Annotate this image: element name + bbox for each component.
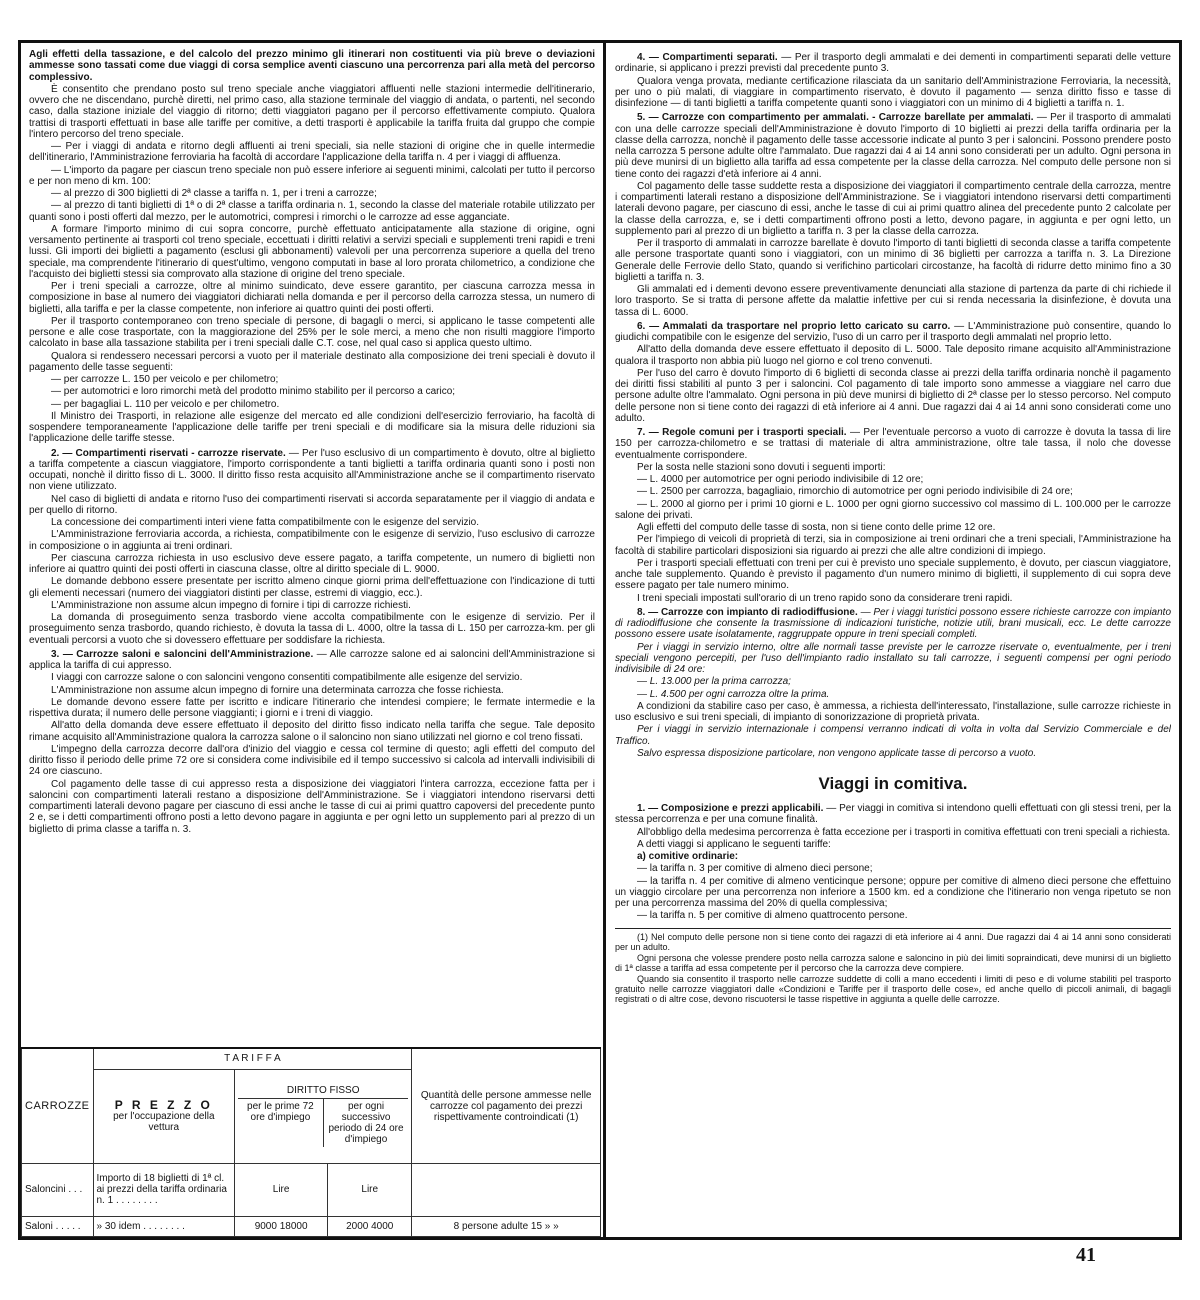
paragraph: Per l'impiego di veicoli di proprietà di terzi, sia in composizione ai treni ordinari che a treni speciali, l'Amministrazione ha facoltà di stabilire particolari disposizioni sia riguardo ai prezzi che alle altre condizioni di impiego. (615, 534, 1171, 557)
paragraph: All'atto della domanda deve essere effettuato il deposito di L. 5000. Tale deposito rimane acquisito all'Amministrazione qualora il trasporto non abbia più luogo nel giorno e col treno convenuti. (615, 344, 1171, 367)
paragraph: Per i viaggi in servizio interno, oltre alle normali tasse previste per le carrozze riservate o, eventualmente, per i treni speciali vengono percepiti, per l'uso dell'impianto radio installato su tali carrozze, i seguenti compensi per ogni periodo indivisibile di 24 ore: (615, 641, 1171, 675)
paragraph: Qualora venga provata, mediante certificazione rilasciata da un sanitario dell'Amministrazione Ferroviaria, la necessità, per uno o più malati, di viaggiare in compartimento riservato, è dovuto il pagamento — senza diritto fisso e tasse di disinfezione — di tanti biglietti a tariffa competente quanti sono i viaggiatori con un minimo di 4 biglietti a tariffa n. 1. (615, 75, 1171, 109)
cell-successivo: 2000 4000 (328, 1216, 412, 1236)
section-title: 1. — Composizione e prezzi applicabili. (637, 803, 824, 814)
header-prime: per le prime 72 ore d'impiego (238, 1099, 324, 1147)
section-text: — L'Amministrazione può consentire, quando lo giudichi compatibile con le esigenze del servizio, l'uso di un carro per il trasporto degli ammalati nel proprio letto. (615, 320, 1171, 343)
header-prezzo (93, 1069, 235, 1164)
section-text: — Per i viaggi turistici possono essere richieste carrozze con impianto di radiodiffusione che consente la trasmissione di indicazioni turistiche, notizie utili, brani musicali, ecc. Le dette carrozze possono essere usate isolatamente, raggruppate oppure in treni speciali completi. (615, 606, 1171, 641)
header-prezzo-sub: per l'occupazione della vettura (113, 1110, 215, 1133)
paragraph: Per il trasporto contemporaneo con treno speciale di persone, di bagagli o merci, si applicano le tasse competenti alle persone e alle cose trasportate, con la maggiorazione del 25% per le sole merci, a meno che non risulti maggiore l'importo calcolato in base alla tassazione stabilita per i treni speciali dalle C.T. cose, nel qual caso si applica questo ultimo. (29, 315, 595, 350)
paragraph: — per automotrici e loro rimorchi metà del prodotto minimo stabilito per il percorso a carico; (51, 386, 456, 398)
header-diritto-label: DIRITTO FISSO (286, 1085, 360, 1097)
paragraph: Per l'uso del carro è dovuto l'importo di 6 biglietti di seconda classe ai prezzi della tariffa ordinaria nonchè il pagamento dei diritti fissi stabiliti al punto 3 per i saloncini. Col pagamento di tale importo sono ammesse a viaggiare nel carro due persone adulte oltre l'ammalato. Ogni persona in più deve munirsi di biglietto di 2ª classe per lo stesso percorso. Nel computo delle persone non si tiene conto dei ragazzi di età inferiore ai 4 anni. Due ragazzi dai 4 ai 14 anni sono considerati come uno adulto. (615, 367, 1171, 424)
table-row (22, 1216, 601, 1236)
section-heading-comitiva: Viaggi in comitiva. (818, 774, 968, 793)
page-number: 41 (1076, 1244, 1096, 1266)
paragraph: Per ciascuna carrozza richiesta in uso esclusivo deve essere pagato, a tariffa competente, un numero di biglietti non inferiore ai quattro quinti dei posti offerti in ciascuna classe, oltre al diritto speciale di L. 9000. (29, 552, 595, 575)
header-successivo: per ogni successivo periodo di 24 ore d'impiego (328, 1101, 404, 1146)
section-title: 6. — Ammalati da trasportare nel proprio letto caricato su carro. (637, 320, 951, 332)
section-1-comitiva (615, 803, 1171, 826)
section-title: 2. — Compartimenti riservati - carrozze riservate. (51, 447, 286, 459)
paragraph: Per i treni speciali a carrozze, oltre al minimo suindicato, deve essere garantito, per ciascuna carrozza messa in composizione in base al numero dei viaggiatori dichiarati nella domanda e per il percorso della carrozza stessa, un numero di biglietti, alla tariffa e per la classe competente, non inferiore ai quattro quinti dei posti offerti. (29, 281, 595, 315)
page-frame (18, 40, 1182, 1240)
section-4 (615, 52, 1171, 75)
section-text: — Per il trasporto di ammalati con una delle carrozze speciali dell'Amministrazione è dovuto l'importo di 10 biglietti ai prezzi della tariffa ordinaria per la classe della carrozza, nonchè il pagamento delle tasse accessorie indicate al punto 3 per i saloncini. Possono prendere posto nella carrozza 5 persone adulte oltre l'ammalato. Due ragazzi dai 4 ai 14 anni sono considerati per un adulto. Ogni persona in più deve munirsi di un biglietto alla tariffa ad essa competente per la classe della carrozza. Nel computo delle persone non si tiene conto dei ragazzi d'età inferiore ai 4 anni. (615, 112, 1171, 180)
cell-prime: Lire (235, 1164, 328, 1216)
paragraph: Qualora si rendessero necessari percorsi a vuoto per il materiale destinato alla composizione dei treni speciali è dovuto il pagamento delle tasse seguenti: (29, 350, 595, 373)
paragraph: — Per i viaggi di andata e ritorno degli affluenti ai treni speciali, sia nelle stazioni di origine che in quelle intermedie dell'itinerario, l'Amministrazione ferroviaria ha facoltà di accordare l'applicazione della tariffa n. 4 per i viaggi di affluenza. (29, 141, 595, 164)
paragraph: Per i trasporti speciali effettuati con treni per cui è previsto uno speciale supplemento, è dovuto, per ciascun viaggiatore, anche tale supplemento. Quando è previsto il pagamento d'un numero minimo di biglietti, il supplemento di cui sopra deve essere pagato per tale numero minimo. (615, 557, 1171, 592)
paragraph: A formare l'importo minimo di cui sopra concorre, purchè effettuato anticipatamente alla stazione di origine, ogni versamento pertinente ai trasporti col treno speciale, eccettuati i diritti relativi a servizi speciali e supplementi treni rapidi e treni lussi. Gli importi dei biglietti a pagamento (esclusi gli abbonamenti) valevoli per una percorrenza superiore a quella del treno speciale, ma comprendente l'itinerario di quest'ultimo, vengono computati in base al loro prorata chilometrico, a condizione che l'acquisto dei biglietti stessi sia comprovato alla stazione di origine del treno speciale. (29, 223, 595, 280)
header-quantita: Quantità delle persone ammesse nelle carrozze col pagamento dei prezzi rispettivamente controindicati (1) (412, 1048, 601, 1164)
table-row (22, 1164, 601, 1216)
section-2 (29, 448, 595, 493)
section-title: 7. — Regole comuni per i trasporti speciali. (637, 427, 847, 438)
paragraph: — L'importo da pagare per ciascun treno speciale non può essere inferiore ai seguenti minimi, calcolati per tutto il percorso e per non meno di km. 100: (29, 164, 595, 187)
section-title: 5. — Carrozze con compartimento per ammalati. - Carrozze barellate per ammalati. (637, 112, 1034, 124)
section-text: — Alle carrozze salone ed ai saloncini dell'Amministrazione si applica la tariffa di cui appresso. (29, 648, 595, 671)
paragraph: A detti viaggi si applicano le seguenti tariffe: (637, 838, 831, 850)
paragraph: La concessione dei compartimenti interi viene fatta compatibilmente con le esigenze del servizio. (51, 517, 480, 528)
list-item: — la tariffa n. 3 per comitive di almeno dieci persone; (637, 863, 873, 875)
section-text: — Per l'eventuale percorso a vuoto di carrozze è dovuta la tassa di lire 150 per carrozza-chilometro e se trattasi di materiale di altra amministrazione, oltre tale tassa, il nolo che dovesse eventualmente corrispondere. (615, 427, 1171, 461)
cell-successivo: Lire (328, 1164, 412, 1216)
paragraph: L'Amministrazione non assume alcun impegno di fornire una determinata carrozza che fosse richiesta. (51, 684, 504, 696)
paragraph: Agli effetti del computo delle tasse di sosta, non si tiene conto delle prime 12 ore. (637, 522, 996, 533)
header-diritto-fisso (235, 1069, 412, 1164)
paragraph: — al prezzo di tanti biglietti di 1ª o di 2ª classe a tariffa ordinaria n. 1, secondo la classe del materiale rotabile utilizzato per quanti sono i posti offerti dal mezzo, per le automotrici, compresi i rimorchi o le carrozze ad esse agganciate. (29, 200, 595, 223)
list-item: — L. 2500 per carrozza, bagagliaio, rimorchio di automotrice per ogni periodo indivisibile di 24 ore; (637, 486, 1073, 498)
paragraph: Le domande debbono essere presentate per iscritto almeno cinque giorni prima dell'effettuazione con l'indicazione di tutti gli elementi necessari (numero dei viaggiatori distinti per classe, estremi di viaggio, ecc.). (29, 576, 595, 599)
table-title: T A R I F F A (93, 1048, 412, 1069)
paragraph: L'impegno della carrozza decorre dall'ora d'inizio del viaggio e cessa col termine di questo; agli effetti del computo del diritto fisso il periodo delle prime 72 ore si considera come indivisibile ed il tempo successivo si calcola ad intervalli indivisibili di 24 ore ciascuno. (29, 743, 595, 778)
paragraph: L'Amministrazione non assume alcun impegno di fornire i tipi di carrozze richiesti. (51, 599, 411, 611)
list-item: — la tariffa n. 4 per comitive di almeno venticinque persone; oppure per comitive di almeno dieci persone che effettuino un viaggio circolare per una percorrenza non inferiore a 1500 km. ed a condizione che l'itinerario non venga ripetuto se non per una percorrenza massima del 20% di quella complessiva; (615, 875, 1171, 909)
cell-carrozza: Saloncini . . . (22, 1164, 94, 1216)
subheading: a) comitive ordinarie: (637, 851, 739, 862)
list-item: — L. 4000 per automotrice per ogni periodo indivisibile di 12 ore; (637, 474, 924, 485)
section-5 (615, 112, 1171, 180)
paragraph: I viaggi con carrozze salone o con saloncini vengono consentiti compatibilmente alle esigenze del servizio. (51, 672, 523, 684)
paragraph: Nel caso di biglietti di andata e ritorno l'uso dei compartimenti riservati si accorda separatamente per il viaggio di andata e per quello di ritorno. (29, 493, 595, 516)
footnote: (1) Nel computo delle persone non si tiene conto dei ragazzi di età inferiore ai 4 anni. Due ragazzi dai 4 ai 14 anni sono considerati per un adulto. (615, 931, 1171, 952)
list-item: — la tariffa n. 5 per comitive di almeno quattrocento persone. (637, 910, 908, 922)
section-text: — Per viaggi in comitiva si intendono quelli effettuati con gli stessi treni, per la stessa percorrenza e per una comune finalità. (615, 803, 1171, 826)
cell-quantita: 8 persone adulte 15 » » (412, 1216, 601, 1236)
list-item: — L. 13.000 per la prima carrozza; (637, 676, 791, 688)
right-column (615, 49, 1171, 1231)
section-title: 4. — Compartimenti separati. (637, 52, 778, 63)
cell-quantita (412, 1164, 601, 1216)
paragraph: Gli ammalati ed i dementi devono essere preventivamente denunciati alla stazione di partenza da parte di chi richiede il loro trasporto. Se si tratta di persone affette da malattie infettive per cui si renda necessaria la disinfezione, è dovuta una tassa di L. 6000. (615, 284, 1171, 318)
paragraph: — al prezzo di 300 biglietti di 2ª classe a tariffa n. 1, per i treni a carrozze; (51, 188, 377, 199)
header-carrozze: CARROZZE (22, 1048, 94, 1164)
paragraph: Col pagamento delle tasse suddette resta a disposizione dei viaggiatori il compartimento centrale della carrozza, mentre i compartimenti laterali restano a disposizione dell'Amministrazione. Se i viaggiatori intendono riservarsi detti compartimenti laterali devono pagare, per ciascuno di essi, anche le tasse di cui ai primi quattro alinea del precedente punto 2 calcolate per la classe della carrozza, e, se i detti compartimenti offrono posti a letto, devono pagare, in aggiunta e per ogni letto, un supplemento pari al prezzo di un biglietto a tariffa n. 3 per la classe della carrozza. (615, 180, 1171, 237)
section-3 (29, 649, 595, 672)
paragraph: All'obbligo della medesima percorrenza è fatta eccezione per i trasporti in comitiva effettuati con treni speciali a richiesta. (637, 826, 1171, 838)
paragraph: È consentito che prendano posto sul treno speciale anche viaggiatori affluenti nelle stazioni intermedie dell'itinerario, ovvero che ne discendano, purchè diretti, nel primo caso, alla stazione terminale del viaggio di andata, o partenti, nel secondo caso, dalla stazione iniziale del viaggio di ritorno; detti viaggiatori pagano per il percorso effettivamente compiuto. Qualora trattisi di trasporti effettuati in base alle tariffe per comitive, a detti trasporti è applicabile la tariffa fruita dal gruppo che compie l'intero percorso del treno speciale. (29, 83, 595, 140)
paragraph: L'Amministrazione ferroviaria accorda, a richiesta, compatibilmente con le esigenze di servizio, l'uso esclusivo di carrozze in composizione o in aggiunta ai treni ordinari. (29, 529, 595, 552)
footnote-rule (615, 928, 1171, 929)
section-8 (615, 607, 1171, 641)
paragraph: — per carrozze L. 150 per veicolo e per chilometro; (51, 374, 279, 385)
paragraph: Per la sosta nelle stazioni sono dovuti i seguenti importi: (637, 461, 886, 473)
paragraph: Per i viaggi in servizio internazionale i compensi verranno indicati di volta in volta dal Servizio Commerciale e del Traffico. (615, 724, 1171, 747)
paragraph: Agli effetti della tassazione, e del calcolo del prezzo minimo gli itinerari non costituenti via più breve o deviazioni ammesse sono tassati come due viaggi di corsa semplice aventi ciascuno una percorrenza pari alla metà del percorso complessivo. (29, 49, 595, 83)
paragraph: Salvo espressa disposizione particolare, non vengono applicate tasse di percorso a vuoto. (637, 747, 1037, 759)
section-7 (615, 427, 1171, 461)
paragraph: I treni speciali impostati sull'orario di un treno rapido sono da considerare treni rapidi. (637, 592, 1013, 604)
paragraph: Il Ministro dei Trasporti, in relazione alle esigenze del mercato ed alle condizioni dell'esercizio ferroviario, ha facoltà di sospendere temporaneamente l'applicazione delle tariffe per treni speciali e di modificare sia la misura delle riduzioni sia l'applicazione delle tariffe stesse. (29, 410, 595, 445)
header-prezzo-label: P R E Z Z O (114, 1097, 213, 1112)
paragraph: Le domande devono essere fatte per iscritto e indicare l'itinerario che intendesi compiere; le fermate intermedie e la rispettiva durata; il numero delle persone viaggianti; i giorni e i treni di viaggio. (29, 696, 595, 719)
section-text: — Per l'uso esclusivo di un compartimento è dovuto, oltre al biglietto a tariffa competente a ciascun viaggiatore, l'importo corrispondente a tanti biglietti a tariffa ordinaria quanti sono i posti non occupati, nonchè il diritto fisso di L. 3000. Il diritto fisso resta acquisito all'Amministrazione anche se il compartimento riservato non viene utilizzato. (29, 447, 595, 493)
section-title: 8. — Carrozze con impianto di radiodiffusione. (637, 606, 858, 618)
paragraph: Per il trasporto di ammalati in carrozze barellate è dovuto l'importo di tanti biglietti di seconda classe a tariffa competente alle persone trasportate quanti sono i viaggiatori, con un minimo di 36 biglietti per carrozza a tariffa n. 3. La Direzione Generale delle Ferrovie dello Stato, quando si verifichino particolari circostanze, ha facoltà di ridurre detto minimo fino a 30 biglietti a tariffa n. 3. (615, 238, 1171, 283)
cell-carrozza: Saloni . . . . . (22, 1216, 94, 1236)
footnote: Quando sia consentito il trasporto nelle carrozze suddette di colli a mano eccedenti i limiti di peso e di volume stabiliti pel trasporto gratuito nelle carrozze viaggiatori dalle «Condizioni e Tariffe per il trasporto delle cose», ed anche quello di piccoli animali, di bagagli registrati o di altre cose, devono riscuotersi le tasse rispettive in aggiunta a quelle delle carrozze. (615, 973, 1171, 1004)
list-item: — L. 4.500 per ogni carrozza oltre la prima. (637, 688, 830, 700)
cell-prezzo: Importo di 18 biglietti di 1ª cl. ai prezzi della tariffa ordinaria n. 1 . . . . . . . . (93, 1164, 235, 1216)
column-divider (603, 43, 606, 1237)
section-title: 3. — Carrozze saloni e saloncini dell'Amministrazione. (51, 648, 314, 660)
paragraph: A condizioni da stabilire caso per caso, è ammessa, a richiesta dell'interessato, l'installazione, sulle carrozze richieste in uso esclusivo e sui treni speciali, di impianto di sonorizzazione di proprietà privata. (615, 700, 1171, 723)
section-text: — Per il trasporto degli ammalati e dei dementi in compartimenti separati delle vetture ordinarie, si applicano i prezzi previsti dal precedente punto 3. (615, 52, 1171, 75)
section-6 (615, 321, 1171, 344)
paragraph: All'atto della domanda deve essere effettuato il deposito del diritto fisso indicato nella tariffa che segue. Tale deposito rimane acquisito all'Amministrazione qualora la carrozza salone o il saloncino non siano utilizzati nel giorno e col treno fissati. (29, 720, 595, 743)
footnote: Ogni persona che volesse prendere posto nella carrozza salone e saloncino in più dei limiti sopraindicati, deve munirsi di un biglietto di 1ª classe a tariffa ad essa competente per il percorso che la carrozza deve compiere. (615, 952, 1171, 973)
paragraph: La domanda di proseguimento senza trasbordo viene accolta compatibilmente con le esigenze di servizio. Per il proseguimento senza trasbordo, quando richiesto, è dovuta la tassa di L. 4000, oltre la tassa di L. 150 per carrozza-km. per gli eventuali percorsi a vuoto che si dovessero effettuare per soddisfare la richiesta. (29, 612, 595, 646)
tariff-table (21, 1047, 601, 1237)
cell-prime: 9000 18000 (235, 1216, 328, 1236)
list-item: — L. 2000 al giorno per i primi 10 giorni e L. 1000 per ogni giorno successivo col massimo di L. 100.000 per le carrozze salone dei privati. (615, 498, 1171, 521)
paragraph: Col pagamento delle tasse di cui appresso resta a disposizione dei viaggiatori l'intera carrozza, eccezione fatta per i saloncini con compartimenti laterali restano a disposizione dell'Amministrazione. Se i viaggiatori intendono riservarsi detti compartimenti laterali devono pagare per ciascuno di essi anche le tasse di cui ai primi quattro capoversi del precedente punto 2 e, se i detti compartimenti offrono posti a letto devono pagare in aggiunta e per ogni letto un supplemento pari al prezzo di un biglietto di prima classe a tariffa n. 3. (29, 778, 595, 835)
cell-prezzo: » 30 idem . . . . . . . . (93, 1216, 235, 1236)
paragraph: — per bagagliai L. 110 per veicolo e per chilometro. (51, 398, 280, 410)
